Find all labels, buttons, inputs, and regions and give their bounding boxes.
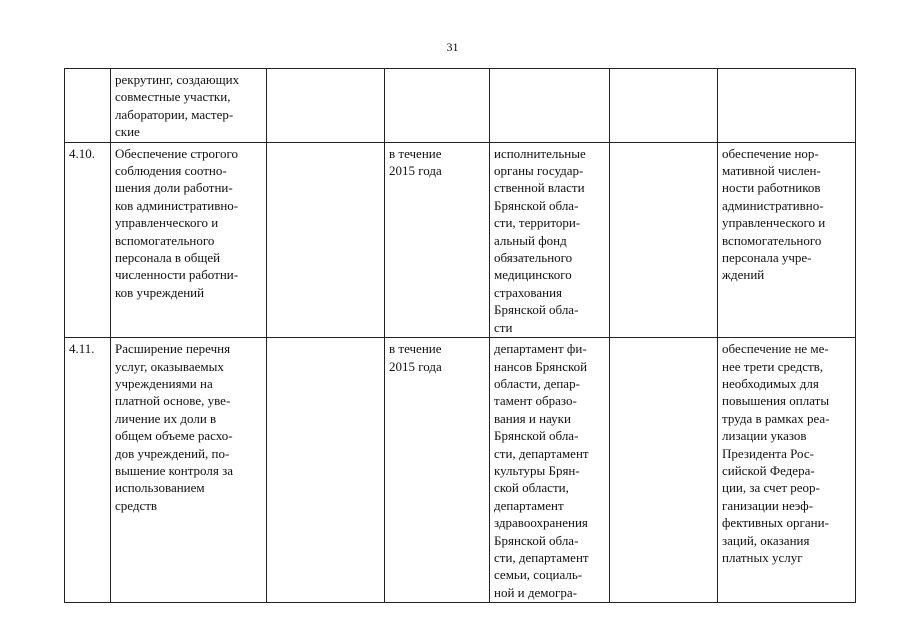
cell-text-line: соблюдения соотно- <box>115 163 227 179</box>
executor-cell <box>490 69 610 143</box>
measure-name-cell <box>111 69 267 143</box>
cell-text-line: культуры Брян- <box>494 462 580 478</box>
cell-text-line: сти, департамент <box>494 549 589 565</box>
item-number-cell <box>65 69 111 143</box>
cell-text-line: платной основе, уве- <box>115 393 231 409</box>
cell-text-line: обеспечение не ме- <box>722 341 829 357</box>
table-body <box>65 69 856 603</box>
measures-table <box>64 68 856 603</box>
empty-cell <box>267 338 385 603</box>
item-number-cell <box>65 338 111 603</box>
cell-text-line: департамент <box>494 497 564 513</box>
cell-text-line: управленческого и <box>722 215 826 231</box>
cell-text-line: платных услуг <box>722 549 803 565</box>
cell-text-line: учреждениями на <box>115 375 213 391</box>
cell-text-line: медицинского <box>494 267 572 283</box>
cell-text-line: Расширение перечня <box>115 341 231 357</box>
empty-cell <box>610 142 718 337</box>
cell-text-line: здравоохранения <box>494 515 588 531</box>
cell-text-line: ганизации неэф- <box>722 497 814 513</box>
cell-text-line: нее трети средств, <box>722 358 824 374</box>
cell-text-line: сти <box>494 319 513 335</box>
cell-text-line: страхования <box>494 284 563 300</box>
cell-text-line: Обеспечение строгого <box>115 145 238 161</box>
cell-text-line: ские <box>115 124 140 140</box>
cell-text-line: органы государ- <box>494 163 584 179</box>
empty-cell <box>610 338 718 603</box>
cell-text-line: труда в рамках реа- <box>722 410 830 426</box>
cell-text-line: ственной власти <box>494 180 585 196</box>
executor-cell <box>490 142 610 337</box>
cell-text-line: дов учреждений, по- <box>115 445 230 461</box>
cell-text-line: нансов Брянской <box>494 358 588 374</box>
cell-text-line: административно- <box>722 197 824 213</box>
cell-text-line: обязательного <box>494 250 573 266</box>
cell-text-line: ков учреждений <box>115 284 205 300</box>
cell-text-line: использованием <box>115 480 205 496</box>
empty-cell <box>267 142 385 337</box>
cell-text-line: общем объеме расхо- <box>115 428 233 444</box>
cell-text-line: ной и демогра- <box>494 584 577 600</box>
page-number: 31 <box>446 40 459 54</box>
item-number-cell <box>65 142 111 337</box>
cell-text-line: персонала учре- <box>722 250 812 266</box>
cell-text-line: ции, за счет реор- <box>722 480 820 496</box>
cell-text-line: ждений <box>722 267 765 283</box>
measure-name-cell <box>111 142 267 337</box>
cell-text-line: Брянской обла- <box>494 197 579 213</box>
cell-text-line: лаборатории, мастер- <box>115 106 234 122</box>
cell-text-line: ской области, <box>494 480 569 496</box>
cell-text-line: заций, оказания <box>722 532 810 548</box>
table-row-continued <box>65 69 856 143</box>
empty-cell <box>610 69 718 143</box>
cell-text-line: Брянской обла- <box>494 532 579 548</box>
cell-text-line: вышение контроля за <box>115 462 233 478</box>
cell-text-line: департамент фи- <box>494 341 587 357</box>
cell-text-line: рекрутинг, создающих <box>115 72 240 87</box>
cell-text-line: области, депар- <box>494 375 580 391</box>
empty-cell <box>267 69 385 143</box>
result-cell <box>718 338 856 603</box>
cell-text-line: Брянской обла- <box>494 302 579 318</box>
cell-text-line: совместные участки, <box>115 89 231 105</box>
cell-text-line: численности работни- <box>115 267 239 283</box>
cell-text-line: семьи, социаль- <box>494 567 583 583</box>
cell-text-line: необходимых для <box>722 375 819 391</box>
cell-text-line: сти, территори- <box>494 215 581 231</box>
cell-text-line: 2015 года <box>389 358 442 374</box>
cell-text-line: в течение <box>389 145 442 161</box>
cell-text-line: управленческого и <box>115 215 219 231</box>
cell-text-line: альный фонд <box>494 232 567 248</box>
item-number: 4.11. <box>69 341 95 357</box>
cell-text-line: ности работников <box>722 180 821 196</box>
cell-text-line: повышения оплаты <box>722 393 830 409</box>
cell-text-line: фективных органи- <box>722 515 829 531</box>
table-row-4-10 <box>65 142 856 337</box>
measure-name-cell <box>111 338 267 603</box>
result-cell <box>718 142 856 337</box>
cell-text-line: обеспечение нор- <box>722 145 819 161</box>
cell-text-line: средств <box>115 497 158 513</box>
cell-text-line: ков административно- <box>115 197 239 213</box>
term-cell <box>385 69 490 143</box>
cell-text-line: исполнительные <box>494 145 586 161</box>
cell-text-line: вспомогательного <box>722 232 822 248</box>
cell-text-line: мативной числен- <box>722 163 821 179</box>
result-cell <box>718 69 856 143</box>
cell-text-line: вания и науки <box>494 410 571 426</box>
term-cell <box>385 142 490 337</box>
cell-text-line: 2015 года <box>389 163 442 179</box>
cell-text-line: лизации указов <box>722 428 807 444</box>
executor-cell <box>490 338 610 603</box>
item-number: 4.10. <box>69 145 95 161</box>
cell-text-line: сийской Федера- <box>722 462 815 478</box>
table-row-4-11 <box>65 338 856 603</box>
cell-text-line: личение их доли в <box>115 410 217 426</box>
cell-text-line: шения доли работни- <box>115 180 233 196</box>
cell-text-line: в течение <box>389 341 442 357</box>
cell-text-line: услуг, оказываемых <box>115 358 224 374</box>
cell-text-line: вспомогательного <box>115 232 215 248</box>
cell-text-line: Брянской обла- <box>494 428 579 444</box>
cell-text-line: Президента Рос- <box>722 445 814 461</box>
cell-text-line: сти, департамент <box>494 445 589 461</box>
cell-text-line: персонала в общей <box>115 250 221 266</box>
cell-text-line: тамент образо- <box>494 393 577 409</box>
term-cell <box>385 338 490 603</box>
